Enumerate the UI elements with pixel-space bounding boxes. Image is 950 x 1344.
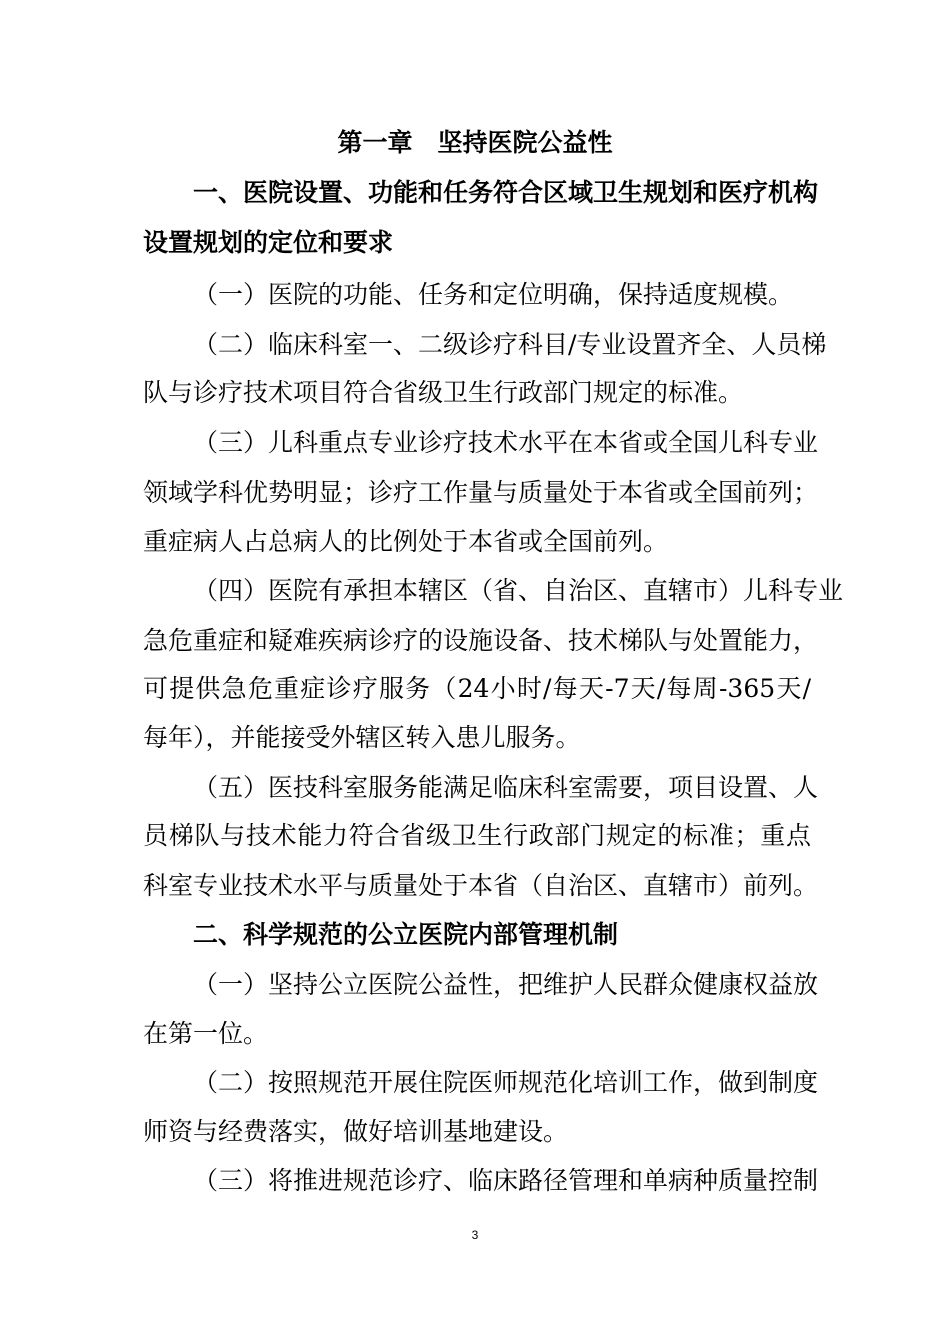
paragraph-line: （三）将推进规范诊疗、临床路径管理和单病种质量控制 xyxy=(193,1166,819,1195)
paragraph-line: 每年），并能接受外辖区转入患儿服务。 xyxy=(143,723,581,752)
paragraph-line: 队与诊疗技术项目符合省级卫生行政部门规定的标准。 xyxy=(143,378,744,407)
paragraph-line: （二）临床科室一、二级诊疗科目/专业设置齐全、人员梯 xyxy=(193,330,827,359)
paragraph-line: 可提供急危重症诊疗服务（24小时/每天-7天/每周-365天/ xyxy=(143,674,811,703)
section-heading-line: 设置规划的定位和要求 xyxy=(143,228,394,257)
paragraph-line: （五）医技科室服务能满足临床科室需要，项目设置、人 xyxy=(193,773,819,802)
paragraph-line: 在第一位。 xyxy=(143,1019,269,1048)
section-heading-line: 一、医院设置、功能和任务符合区域卫生规划和医疗机构 xyxy=(193,178,819,207)
chapter-title: 第一章 坚持医院公益性 xyxy=(337,128,613,157)
section-heading-line: 二、科学规范的公立医院内部管理机制 xyxy=(193,920,619,949)
paragraph-line: （一）医院的功能、任务和定位明确，保持适度规模。 xyxy=(193,280,794,309)
paragraph-line: （二）按照规范开展住院医师规范化培训工作，做到制度 xyxy=(193,1068,819,1097)
paragraph-line: （三）儿科重点专业诊疗技术水平在本省或全国儿科专业 xyxy=(193,428,819,457)
paragraph-line: 急危重症和疑难疾病诊疗的设施设备、技术梯队与处置能力， xyxy=(143,626,819,655)
paragraph-line: 重症病人占总病人的比例处于本省或全国前列。 xyxy=(143,527,669,556)
paragraph-line: 师资与经费落实，做好培训基地建设。 xyxy=(143,1117,569,1146)
page-number: 3 xyxy=(471,1228,479,1242)
paragraph-line: 科室专业技术水平与质量处于本省（自治区、直辖市）前列。 xyxy=(143,871,819,900)
paragraph-line: 领域学科优势明显；诊疗工作量与质量处于本省或全国前列； xyxy=(143,478,819,507)
paragraph-line: （一）坚持公立医院公益性，把维护人民群众健康权益放 xyxy=(193,970,819,999)
paragraph-line: 员梯队与技术能力符合省级卫生行政部门规定的标准；重点 xyxy=(143,821,811,850)
paragraph-line: （四）医院有承担本辖区（省、自治区、直辖市）儿科专业 xyxy=(193,576,844,605)
